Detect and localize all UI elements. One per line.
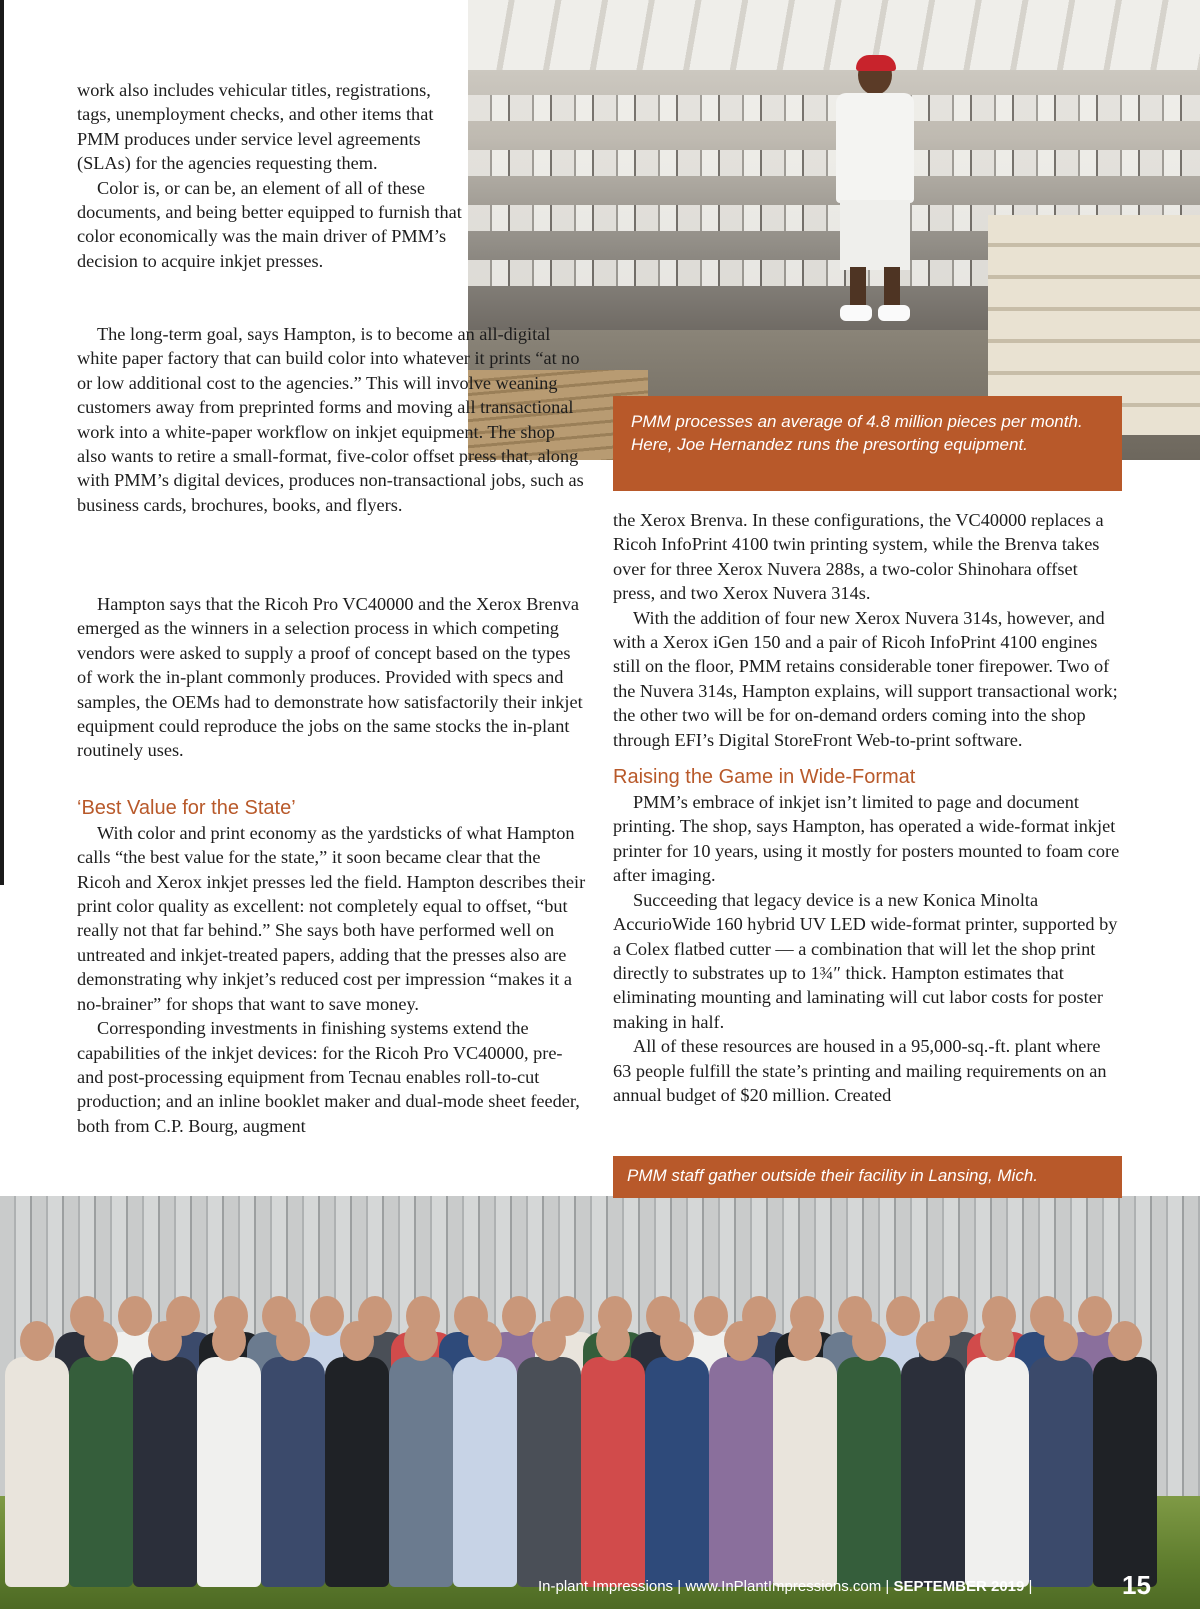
left-column-continued: [77, 322, 587, 517]
staff-member-head: [980, 1321, 1014, 1361]
staff-member-body: [389, 1357, 453, 1587]
footer-separator: |: [677, 1578, 682, 1595]
website-link[interactable]: www.InPlantImpressions.com: [685, 1578, 882, 1595]
staff-member-body: [1093, 1357, 1157, 1587]
staff-member-head: [916, 1321, 950, 1361]
left-column: [77, 78, 587, 273]
staff-member-body: [325, 1357, 389, 1587]
staff-member-body: [645, 1357, 709, 1587]
staff-member-head: [694, 1296, 728, 1336]
right-column: [613, 508, 1123, 1107]
staff-member-body: [5, 1357, 69, 1587]
staff-member-head: [852, 1321, 886, 1361]
issue-date: SEPTEMBER 2019: [893, 1578, 1025, 1595]
staff-member-body: [965, 1357, 1029, 1587]
staff-member-head: [660, 1321, 694, 1361]
staff-member-head: [1078, 1296, 1112, 1336]
staff-member-head: [788, 1321, 822, 1361]
staff-member-head: [148, 1321, 182, 1361]
left-column-lower: [77, 592, 587, 1138]
paragraph: PMM’s embrace of inkjet isn’t limited to page and document printing. The shop, says Hampton, has operated a wide-format inkjet printer for 10 years, using it mostly for posters mounted to foam core after imaging.: [613, 792, 1120, 886]
page-footer: [530, 1570, 1200, 1600]
staff-member-body: [133, 1357, 197, 1587]
publication-name: In-plant Impressions: [538, 1578, 674, 1595]
worker-figure: [828, 55, 923, 325]
footer-publication-line: [538, 1578, 1032, 1595]
staff-member-head: [84, 1321, 118, 1361]
staff-member-head: [340, 1321, 374, 1361]
staff-group-photo: [0, 1196, 1200, 1609]
page-number: 15: [1122, 1570, 1151, 1600]
staff-member-body: [773, 1357, 837, 1587]
staff-member-head: [404, 1321, 438, 1361]
left-margin-rule: [0, 0, 4, 885]
staff-member-head: [724, 1321, 758, 1361]
staff-member-body: [709, 1357, 773, 1587]
section-heading: Raising the Game in Wide-Format: [613, 766, 916, 789]
staff-member-body: [581, 1357, 645, 1587]
staff-member-body: [69, 1357, 133, 1587]
staff-member-head: [532, 1321, 566, 1361]
paragraph: The long-term goal, says Hampton, is to become an all-digital white paper factory that can build color into whatever it prints “at no or low additional cost to the agencies.” This will involve weaning customers away from preprinted forms and moving all transactional work into a white-paper workflow on inkjet equipment. The shop also wants to retire a small-format, five-color offset press that, along with PMM’s digital devices, produces non-transactional jobs, such as business cards, brochures, books, and flyers.: [77, 324, 584, 515]
top-photo-caption: PMM processes an average of 4.8 million pieces per month. Here, Joe Hernandez runs the presorting equipment.: [613, 396, 1122, 491]
staff-member-body: [837, 1357, 901, 1587]
staff-member-head: [310, 1296, 344, 1336]
staff-member-body: [901, 1357, 965, 1587]
paragraph: work also includes vehicular titles, registrations, tags, unemployment checks, and other items that PMM produces under service level agreements (SLAs) for the agencies requesting them.: [77, 80, 434, 174]
staff-member-body: [453, 1357, 517, 1587]
staff-member-head: [276, 1321, 310, 1361]
section-heading: ‘Best Value for the State’: [77, 796, 296, 819]
staff-member-body: [197, 1357, 261, 1587]
staff-member-head: [502, 1296, 536, 1336]
paragraph: Succeeding that legacy device is a new Konica Minolta AccurioWide 160 hybrid UV LED wide-format printer, supported by a Colex flatbed cutter — a combination that will let the shop print directly to substrates up to 1¾″ thick. Hampton estimates that eliminating mounting and laminating will cut labor costs for poster making in half.: [613, 889, 1118, 1032]
paragraph: With color and print economy as the yardsticks of what Hampton calls “the best value for the state,” it soon became clear that the Ricoh and Xerox inkjet presses led the field. Hampton describes their print color quality as excellent: not completely equal to offset, “but really not that far behind.” She says both have performed well on untreated and inkjet-treated papers, adding that the presses also are demonstrating why inkjet’s reduced cost per impression “makes it a no-brainer” for shops that want to save money.: [77, 822, 586, 1014]
bottom-photo-caption: PMM staff gather outside their facility in Lansing, Mich.: [613, 1156, 1122, 1198]
staff-member-head: [118, 1296, 152, 1336]
narrow-text-block: [77, 78, 462, 273]
paragraph: Color is, or can be, an element of all of these documents, and being better equipped to furnish that color economically was the main driver of PMM’s decision to acquire inkjet presses.: [77, 177, 462, 271]
paragraph: All of these resources are housed in a 95,000-sq.-ft. plant where 63 people fulfill the state’s printing and mailing requirements on an annual budget of $20 million. Created: [613, 1036, 1107, 1105]
paragraph: Corresponding investments in finishing systems extend the capabilities of the inkjet devices: for the Ricoh Pro VC40000, pre-and post-processing equipment from Tecnau enables roll-to-cut production; and an inline booklet maker and dual-mode sheet feeder, both from C.P. Bourg, augment: [77, 1018, 580, 1136]
staff-member-head: [212, 1321, 246, 1361]
staff-member-head: [1108, 1321, 1142, 1361]
staff-member-body: [1029, 1357, 1093, 1587]
paragraph: the Xerox Brenva. In these configurations, the VC40000 replaces a Ricoh InfoPrint 4100 twin printing system, while the Brenva takes over for three Xerox Nuvera 288s, a two-color Shinohara offset press, and two Xerox Nuvera 314s.: [613, 510, 1104, 604]
staff-member-head: [468, 1321, 502, 1361]
footer-separator: |: [885, 1578, 890, 1595]
paragraph: Hampton says that the Ricoh Pro VC40000 and the Xerox Brenva emerged as the winners in a selection process in which competing vendors were asked to supply a proof of concept based on the types of work the in-plant commonly produces. Provided with specs and samples, the OEMs had to demonstrate how satisfactorily their inkjet equipment could reproduce the jobs on the same stocks the in-plant routinely uses.: [77, 594, 583, 761]
staff-member-head: [886, 1296, 920, 1336]
staff-member-head: [596, 1321, 630, 1361]
staff-member-body: [261, 1357, 325, 1587]
staff-member-head: [20, 1321, 54, 1361]
footer-separator: |: [1028, 1578, 1033, 1595]
paragraph: With the addition of four new Xerox Nuvera 314s, however, and with a Xerox iGen 150 and a pair of Ricoh InfoPrint 4100 engines still on the floor, PMM retains considerable toner firepower. Two of the Nuvera 314s, Hampton explains, will support transactional work; the other two will be for on-demand orders coming into the shop through EFI’s Digital StoreFront Web-to-print software.: [613, 607, 1118, 750]
staff-member-body: [517, 1357, 581, 1587]
staff-member-head: [1044, 1321, 1078, 1361]
staff-crowd: [0, 1276, 1200, 1576]
